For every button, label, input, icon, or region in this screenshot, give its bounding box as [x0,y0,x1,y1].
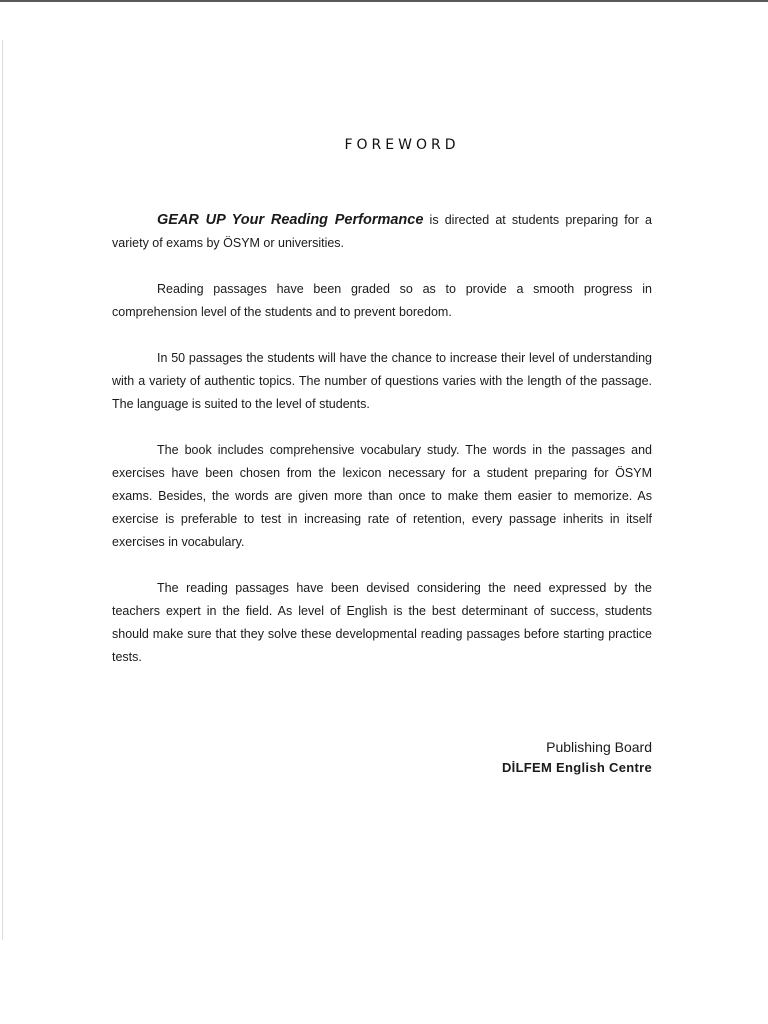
signature-organization: DİLFEM English Centre [501,760,652,775]
book-title-emphasis: GEAR UP Your Reading Performance [157,212,424,228]
paragraph-devised: The reading passages have been devised considering the need expressed by the teachers expert in the field. As level of English is the best determinant of success, students should make sure that they solve these developmental reading passages before starting practice tests. [112,581,652,664]
signature-board: Publishing Board [546,739,652,755]
scan-left-edge [2,40,3,940]
paragraph-passages: In 50 passages the students will have the chance to increase their level of understanding with a variety of authentic topics. The number of questions varies with the length of the passage. The language is suited to the level of students. [112,351,652,411]
paragraph-intro [112,209,652,255]
signature-block [502,736,652,778]
paragraph-vocabulary: The book includes comprehensive vocabulary study. The words in the passages and exercises have been chosen from the lexicon necessary for a student preparing for ÖSYM exams. Besides, the words are given more than once to make them easier to memorize. As exercise is preferable to test in increasing rate of retention, every passage inherits in itself exercises in vocabulary. [112,443,652,549]
foreword-body [112,209,652,692]
scan-top-edge [0,0,768,2]
paragraph-grading: Reading passages have been graded so as to provide a smooth progress in comprehension level of the students and to prevent boredom. [112,282,652,319]
page-title: FOREWORD [344,137,460,153]
paragraph-intro-text: is directed at students preparing for a variety of exams by ÖSYM or universities. [112,213,652,250]
